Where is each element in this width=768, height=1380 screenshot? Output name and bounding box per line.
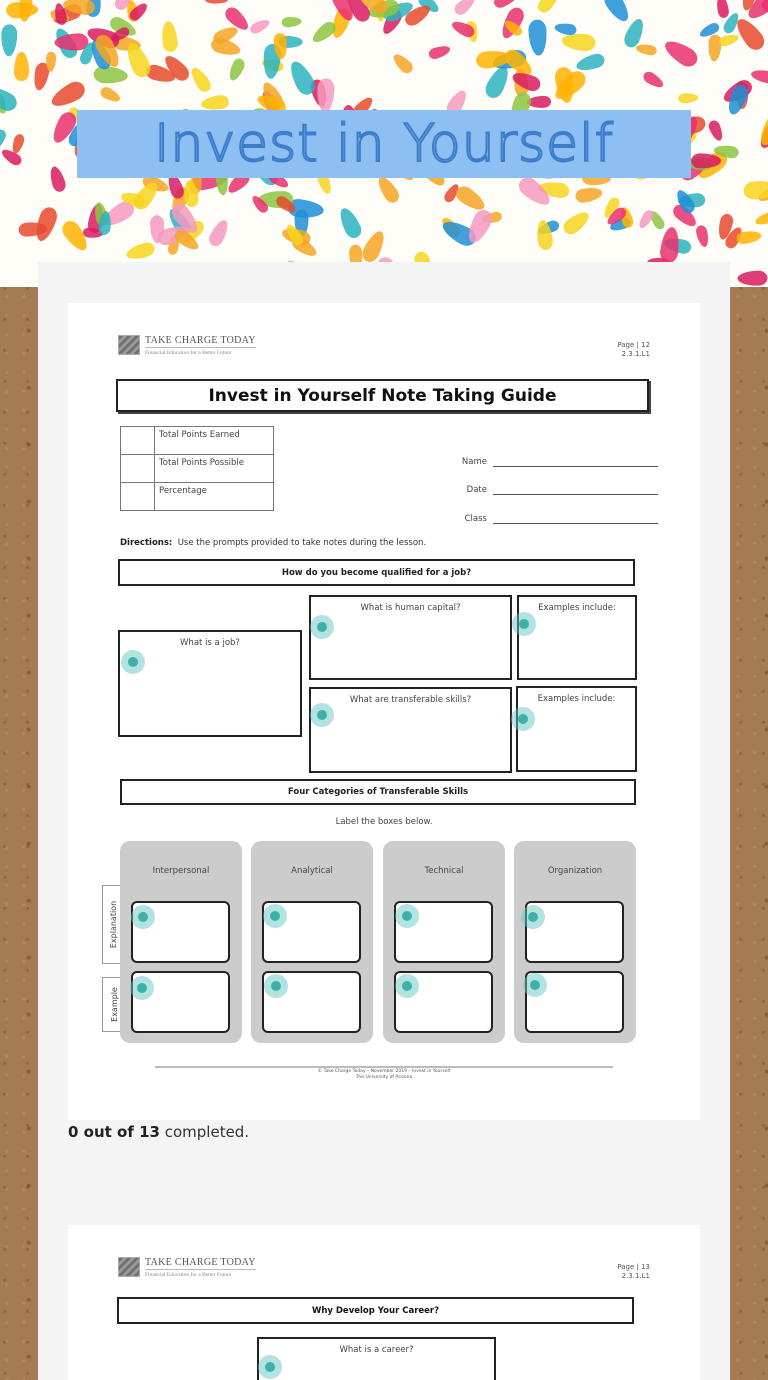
take-charge-today-logo [118, 1257, 256, 1278]
page-number [617, 341, 650, 359]
answer-hotspot-interpersonal-example[interactable] [130, 976, 154, 1000]
leaf-decoration [160, 20, 178, 52]
footer-copyright: © Take Charge Today – November 2019 – Invest in Yourself [317, 1069, 451, 1074]
category-technical [383, 841, 505, 1043]
answer-hotspot-organization-explanation[interactable] [521, 905, 545, 929]
worksheet-page-12 [68, 303, 700, 1120]
leaf-decoration [554, 21, 577, 35]
footer-divider [155, 1066, 613, 1068]
category-title: Organization [547, 866, 603, 876]
leaf-decoration [754, 211, 768, 227]
page-footer [68, 1069, 700, 1081]
completion-count: 0 out of 13 [68, 1123, 160, 1141]
leaf-decoration [98, 85, 122, 104]
table-row [121, 483, 274, 511]
prompt-what-is-a-job [118, 630, 302, 737]
logo-name: TAKE CHARGE TODAY [145, 335, 256, 346]
leaf-decoration [750, 68, 768, 85]
worksheet-card [38, 262, 730, 1380]
leaf-decoration [10, 133, 25, 155]
prompt-label: Examples include: [538, 603, 616, 613]
answer-hotspot-technical-example[interactable] [395, 974, 419, 998]
points-table [120, 426, 274, 511]
leaf-decoration [227, 56, 247, 82]
leaf-decoration [535, 0, 561, 15]
answer-hotspot-transferable-examples[interactable] [511, 707, 535, 731]
leaf-decoration [1, 24, 18, 57]
leaf-decoration [678, 93, 699, 104]
leaf-decoration [48, 165, 68, 194]
completion-suffix: completed. [159, 1123, 250, 1141]
directions-text: Use the prompts provided to take notes during the lesson. [177, 538, 427, 548]
name-line [493, 455, 658, 467]
category-analytical [251, 841, 373, 1043]
percentage-label: Percentage [155, 483, 274, 511]
table-row [121, 427, 274, 455]
class-line [493, 512, 658, 524]
points-possible-cell [121, 455, 155, 483]
class-field [448, 495, 658, 524]
worksheet-title: Invest in Yourself [154, 114, 614, 174]
prompt-label: What is human capital? [360, 603, 461, 613]
student-info-fields [448, 438, 658, 524]
leaf-decoration [635, 43, 657, 57]
answer-hotspot-human-capital-examples[interactable] [512, 612, 536, 636]
leaf-decoration [316, 78, 334, 113]
prompt-what-is-a-career [257, 1337, 496, 1380]
leaf-decoration [0, 81, 21, 114]
points-earned-label: Total Points Earned [155, 427, 274, 455]
leaf-decoration [715, 0, 730, 19]
leaf-decoration [390, 51, 415, 76]
guide-title: Invest in Yourself Note Taking Guide [116, 379, 649, 412]
category-organization [514, 841, 636, 1043]
name-label: Name [461, 456, 487, 467]
answer-hotspot-transferable[interactable] [310, 703, 334, 727]
answer-hotspot-job[interactable] [121, 650, 145, 674]
leaf-decoration [18, 0, 33, 22]
label-instruction: Label the boxes below. [335, 817, 433, 827]
leaf-decoration [285, 58, 317, 98]
leaf-decoration [281, 16, 301, 28]
footer-institution: The University of Arizona [355, 1075, 413, 1080]
directions [120, 538, 426, 548]
answer-hotspot-interpersonal-explanation[interactable] [131, 905, 155, 929]
answer-hotspot-analytical-example[interactable] [264, 974, 288, 998]
leaf-decoration [528, 19, 548, 56]
answer-hotspot-human-capital[interactable] [310, 615, 334, 639]
leaf-decoration [601, 0, 633, 25]
logo-tagline: Financial Education for a Better Future [145, 1272, 232, 1278]
leaf-decoration [744, 179, 768, 199]
section-heading-four-categories: Four Categories of Transferable Skills [120, 779, 636, 805]
worksheet-page-13 [68, 1225, 700, 1380]
category-interpersonal [120, 841, 242, 1043]
completion-status [68, 1123, 249, 1141]
leaf-decoration [738, 270, 768, 286]
leaf-decoration [206, 218, 231, 249]
directions-label: Directions: [120, 538, 173, 548]
leaf-decoration [482, 63, 513, 101]
page-label: Page | 13 [617, 1263, 650, 1271]
answer-hotspot-organization-example[interactable] [523, 973, 547, 997]
leaf-decoration [574, 185, 603, 203]
prompt-transferable-skills [309, 687, 512, 773]
leaf-decoration [427, 43, 451, 60]
leaf-decoration [661, 36, 701, 71]
date-label: Date [466, 485, 487, 495]
prompt-label: What is a job? [180, 638, 240, 648]
leaf-decoration [452, 0, 478, 18]
category-title: Interpersonal [152, 866, 210, 876]
points-possible-label: Total Points Possible [155, 455, 274, 483]
date-line [493, 483, 658, 495]
leaf-decoration [574, 51, 606, 73]
logo-name: TAKE CHARGE TODAY [145, 1257, 256, 1268]
leaf-decoration [737, 229, 763, 245]
page-code: 2.3.1.L1 [621, 350, 650, 358]
answer-hotspot-career[interactable] [258, 1355, 282, 1379]
page-number [617, 1263, 650, 1281]
leaf-decoration [642, 69, 666, 90]
prompt-human-capital-examples [517, 595, 637, 680]
answer-hotspot-analytical-explanation[interactable] [263, 904, 287, 928]
percentage-cell [121, 483, 155, 511]
title-banner [77, 110, 691, 178]
leaf-decoration [45, 51, 56, 71]
leaf-decoration [200, 94, 229, 111]
logo-tagline: Financial Education for a Better Future [145, 350, 232, 356]
category-title: Analytical [291, 866, 333, 876]
leaf-decoration [14, 52, 29, 81]
prompt-label: What are transferable skills? [349, 695, 472, 705]
points-earned-cell [121, 427, 155, 455]
leaf-decoration [124, 240, 156, 262]
section-heading-qualified: How do you become qualified for a job? [118, 559, 635, 586]
row-label-text: Explanation [109, 900, 119, 949]
logo-mark-icon [118, 335, 140, 355]
leaf-decoration [561, 208, 593, 238]
leaf-decoration [249, 17, 272, 36]
class-label: Class [464, 513, 487, 524]
prompt-human-capital [309, 595, 512, 680]
logo-mark-icon [118, 1257, 140, 1277]
leaf-decoration [695, 224, 711, 248]
leaf-decoration [658, 226, 680, 264]
leaf-decoration [204, 0, 231, 6]
prompt-transferable-examples [516, 686, 637, 772]
leaf-decoration [718, 33, 740, 48]
leaf-decoration [336, 205, 364, 240]
leaf-decoration [48, 78, 88, 111]
leaf-decoration [756, 111, 768, 149]
answer-hotspot-technical-explanation[interactable] [395, 904, 419, 928]
leaf-decoration [93, 65, 128, 85]
prompt-label: What is a career? [339, 1345, 414, 1355]
section-heading-why-career: Why Develop Your Career? [117, 1297, 634, 1324]
page-label: Page | 12 [617, 341, 650, 349]
prompt-label: Examples include: [537, 694, 616, 704]
page-code: 2.3.1.L1 [621, 1272, 650, 1280]
category-title: Technical [424, 866, 464, 876]
leaf-decoration [708, 119, 726, 142]
leaf-decoration [188, 65, 214, 94]
leaf-decoration [209, 35, 242, 58]
row-label-text: Example [109, 987, 119, 1022]
name-field [448, 438, 658, 467]
date-field [448, 467, 658, 496]
table-row [121, 455, 274, 483]
take-charge-today-logo [118, 335, 256, 356]
